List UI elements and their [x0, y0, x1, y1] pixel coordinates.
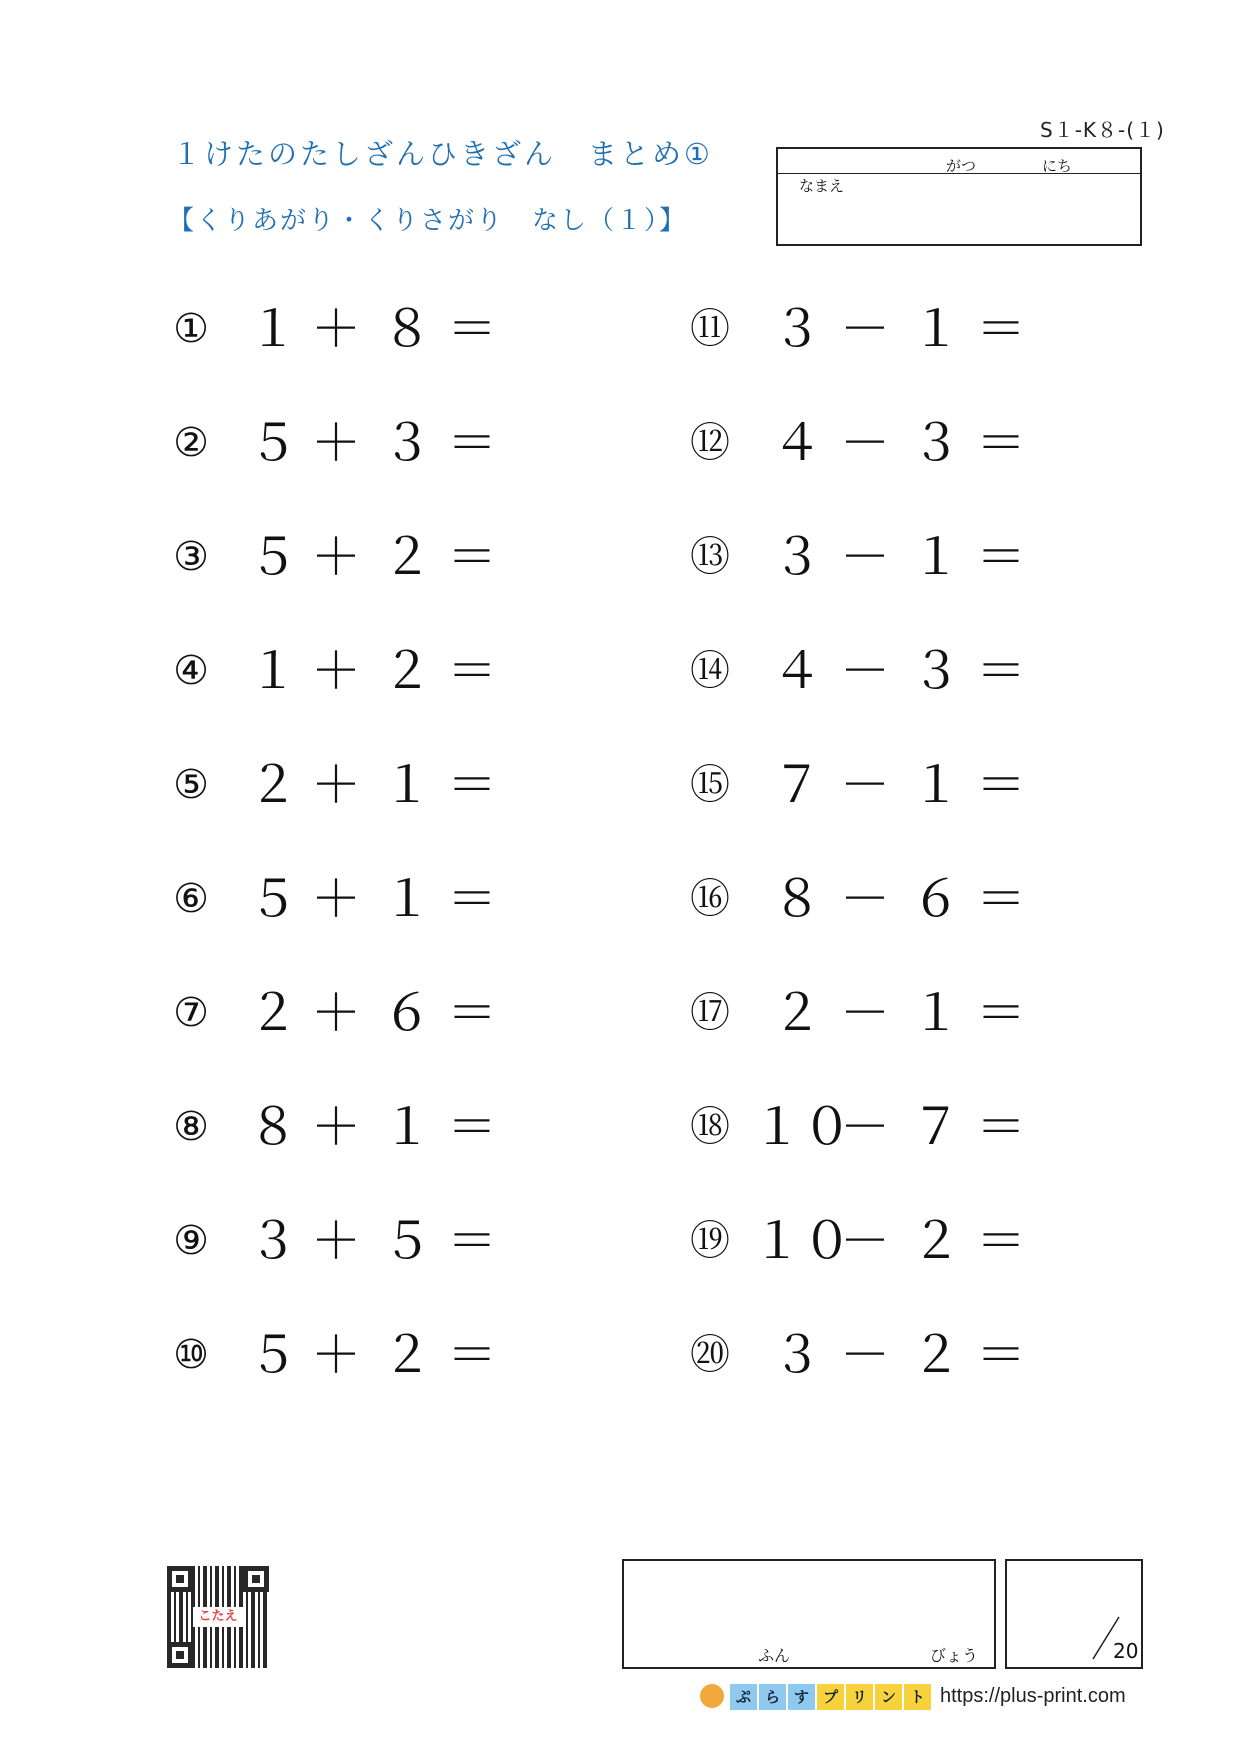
problem-number: ⑮	[690, 762, 730, 808]
day-label: にち	[1042, 157, 1073, 175]
problem-operator: －	[840, 642, 890, 700]
problem-row	[161, 641, 501, 701]
name-label: なまえ	[799, 177, 845, 195]
problem-operand: ２	[911, 1326, 961, 1384]
month-label: がつ	[946, 157, 977, 175]
brand-tile: す	[788, 1684, 815, 1710]
problem-equals: ＝	[447, 756, 497, 814]
problem-operator: －	[840, 984, 890, 1042]
date-row	[778, 149, 1140, 174]
problem-operand: ２	[911, 1212, 961, 1270]
problem-operand: ３	[911, 642, 961, 700]
problem-operand: ２	[382, 528, 432, 586]
brand-tile: ン	[875, 1684, 902, 1710]
problem-operator: －	[840, 414, 890, 472]
problem-number: ①	[173, 306, 209, 352]
problem-row	[161, 755, 501, 815]
problem-operator: ＋	[311, 870, 361, 928]
problem-row	[161, 299, 501, 359]
problem-operand: ２	[382, 642, 432, 700]
problem-row	[680, 413, 1026, 473]
problem-number: ⑦	[173, 990, 209, 1036]
problem-operand: ８	[772, 870, 822, 928]
problem-row	[161, 1325, 501, 1385]
problem-operator: －	[840, 756, 890, 814]
problem-operand: ５	[248, 414, 298, 472]
problem-operand: ２	[248, 984, 298, 1042]
problem-row	[680, 299, 1026, 359]
qr-finder-pattern	[167, 1642, 193, 1668]
problem-operator: －	[840, 528, 890, 586]
problem-operator: ＋	[311, 642, 361, 700]
problem-equals: ＝	[976, 300, 1026, 358]
problem-operand: ３	[382, 414, 432, 472]
problem-operator: ＋	[311, 528, 361, 586]
problem-row	[680, 1211, 1026, 1271]
site-url[interactable]: https://plus-print.com	[940, 1685, 1126, 1707]
problem-operand: ５	[248, 870, 298, 928]
problem-number: ⑯	[690, 876, 730, 922]
problem-operand: １０	[752, 1212, 852, 1270]
answer-label: こたえ	[193, 1607, 243, 1627]
problem-operand: １	[382, 756, 432, 814]
minutes-label: ふん	[758, 1646, 791, 1665]
problem-number: ⑪	[690, 306, 730, 352]
problem-row	[680, 1325, 1026, 1385]
score-total: 20	[1113, 1639, 1139, 1663]
brand-tile: ぷ	[730, 1684, 757, 1710]
problem-operator: ＋	[311, 1326, 361, 1384]
problem-operand: ５	[248, 1326, 298, 1384]
qr-finder-pattern	[167, 1566, 193, 1592]
problem-number: ⑰	[690, 990, 730, 1036]
problem-row	[161, 527, 501, 587]
problem-operator: ＋	[311, 984, 361, 1042]
problem-operand: ８	[382, 300, 432, 358]
problem-equals: ＝	[447, 300, 497, 358]
problem-number: ②	[173, 420, 209, 466]
problem-operand: ６	[911, 870, 961, 928]
qr-code-icon[interactable]	[167, 1566, 269, 1668]
page-subtitle: 【くりあがり・くりさがり なし（１）】	[168, 206, 688, 236]
problem-equals: ＝	[976, 756, 1026, 814]
problem-number: ⑬	[690, 534, 730, 580]
problem-equals: ＝	[976, 1212, 1026, 1270]
problem-operand: １	[911, 984, 961, 1042]
problem-row	[680, 983, 1026, 1043]
problem-number: ⑤	[173, 762, 209, 808]
problem-operand: ２	[248, 756, 298, 814]
problem-operand: ３	[248, 1212, 298, 1270]
problem-number: ③	[173, 534, 209, 580]
problem-operand: ２	[382, 1326, 432, 1384]
problem-operand: ４	[772, 414, 822, 472]
problem-equals: ＝	[976, 414, 1026, 472]
brand-footer	[700, 1682, 1150, 1712]
problem-equals: ＝	[447, 1098, 497, 1156]
problem-row	[680, 755, 1026, 815]
problem-operand: ３	[911, 414, 961, 472]
problem-equals: ＝	[976, 642, 1026, 700]
problem-operand: ６	[382, 984, 432, 1042]
problem-operand: １	[382, 870, 432, 928]
brand-tile: ト	[904, 1684, 931, 1710]
problem-row	[161, 869, 501, 929]
problem-operand: ４	[772, 642, 822, 700]
mascot-icon	[700, 1684, 724, 1708]
problem-row	[161, 1211, 501, 1271]
problem-number: ⑥	[173, 876, 209, 922]
name-date-box[interactable]	[776, 147, 1142, 246]
problem-number: ⑨	[173, 1218, 209, 1264]
problem-operand: １	[911, 756, 961, 814]
problem-operand: １	[382, 1098, 432, 1156]
problem-equals: ＝	[976, 1326, 1026, 1384]
problem-operand: ３	[772, 300, 822, 358]
problem-operand: ３	[772, 528, 822, 586]
brand-tile: プ	[817, 1684, 844, 1710]
problem-equals: ＝	[447, 528, 497, 586]
problem-number: ⑫	[690, 420, 730, 466]
problem-row	[161, 983, 501, 1043]
problem-operator: ＋	[311, 414, 361, 472]
problem-equals: ＝	[976, 870, 1026, 928]
problem-operand: １０	[752, 1098, 852, 1156]
problem-operand: ３	[772, 1326, 822, 1384]
time-box[interactable]	[622, 1559, 996, 1669]
problem-operand: １	[911, 528, 961, 586]
score-box[interactable]	[1005, 1559, 1143, 1669]
problem-row	[680, 869, 1026, 929]
problem-operator: －	[840, 1326, 890, 1384]
problem-equals: ＝	[447, 1326, 497, 1384]
problem-operator: －	[840, 1098, 890, 1156]
problem-row	[680, 641, 1026, 701]
problem-number: ⑳	[690, 1332, 730, 1378]
worksheet-code: S１-K８-(１)	[1040, 118, 1165, 142]
problem-operator: ＋	[311, 1212, 361, 1270]
problem-operand: ８	[248, 1098, 298, 1156]
problem-operand: ２	[772, 984, 822, 1042]
problem-number: ⑭	[690, 648, 730, 694]
problem-operand: １	[248, 300, 298, 358]
problem-equals: ＝	[447, 1212, 497, 1270]
problem-row	[161, 1097, 501, 1157]
problem-row	[680, 527, 1026, 587]
problem-equals: ＝	[976, 528, 1026, 586]
page-title: １けたのたしざんひきざん まとめ①	[172, 137, 713, 171]
problem-row	[680, 1097, 1026, 1157]
problem-operator: ＋	[311, 756, 361, 814]
brand-tile: ら	[759, 1684, 786, 1710]
problem-operand: ５	[248, 528, 298, 586]
problem-equals: ＝	[447, 984, 497, 1042]
problem-operator: ＋	[311, 1098, 361, 1156]
problem-equals: ＝	[447, 642, 497, 700]
problem-operand: ７	[772, 756, 822, 814]
problem-operand: １	[248, 642, 298, 700]
problem-operator: ＋	[311, 300, 361, 358]
problem-equals: ＝	[447, 414, 497, 472]
problem-row	[161, 413, 501, 473]
problem-operator: －	[840, 300, 890, 358]
problem-number: ④	[173, 648, 209, 694]
problem-equals: ＝	[976, 1098, 1026, 1156]
problem-operand: ５	[382, 1212, 432, 1270]
problem-number: ⑱	[690, 1104, 730, 1150]
problem-operand: １	[911, 300, 961, 358]
problem-number: ⑧	[173, 1104, 209, 1150]
seconds-label: びょう	[930, 1646, 979, 1665]
problem-operator: －	[840, 1212, 890, 1270]
problem-number: ⑲	[690, 1218, 730, 1264]
problem-number: ⑩	[173, 1332, 209, 1378]
problem-operator: －	[840, 870, 890, 928]
problem-equals: ＝	[976, 984, 1026, 1042]
problem-operand: ７	[911, 1098, 961, 1156]
problem-equals: ＝	[447, 870, 497, 928]
brand-tile: リ	[846, 1684, 873, 1710]
qr-finder-pattern	[243, 1566, 269, 1592]
